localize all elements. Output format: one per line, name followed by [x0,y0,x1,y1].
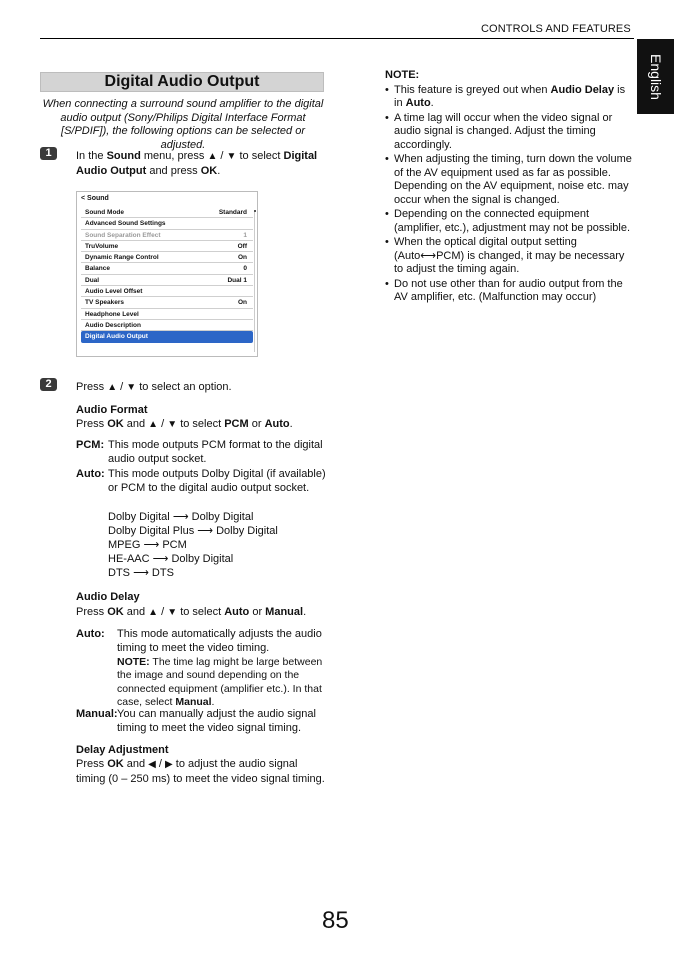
left-arrow-icon: ◀ [148,759,156,770]
conversion-from: HE-AAC [108,553,150,565]
text: The time lag might be large between the image and sound depending on the connected equipment (amplifier etc.). In that case, select [117,656,323,708]
conversion-to: Dolby Digital [171,553,234,565]
conversion-to: PCM [162,539,187,551]
conversion-line [108,538,326,552]
text-bold: Sound [106,150,141,162]
text-bold: OK [107,758,124,770]
text-bold: PCM [224,418,249,430]
menu-row-label: Audio Description [85,321,141,329]
text: . [217,165,221,177]
page-number: 85 [322,907,349,934]
page-title: Digital Audio Output [40,72,324,92]
text: In the [76,150,107,162]
section-header: CONTROLS AND FEATURES [481,23,631,35]
menu-row [81,309,253,320]
menu-row-label: Advanced Sound Settings [85,220,166,228]
pcm-description: This mode outputs PCM format to the digital audio output socket. [108,439,323,465]
text: and press [146,165,201,177]
delay-adjustment-heading: Delay Adjustment [76,744,169,756]
manual-delay-definition [76,707,326,737]
auto-delay-description: This mode automatically adjusts the audio timing to meet the video timing. [117,628,322,654]
text: and [123,758,149,770]
intro-text: When connecting a surround sound amplifier to the digital audio output (Sony/Philips Digital Interface Format [S/PDIF]), the following options can be selected or adjusted. [42,98,324,151]
text-bold: Auto [224,606,250,618]
auto-label: Auto: [76,468,105,480]
text: and [123,418,149,430]
down-arrow-icon: ▼ [167,607,178,618]
text: / [158,418,168,430]
menu-row-value: Dual 1 [227,276,247,284]
step-1-badge: 1 [40,147,57,160]
manual-description: You can manually adjust the audio signal timing to meet the video signal timing. [117,708,316,734]
text: or [249,606,266,618]
conversion-to: Dolby Digital [191,511,254,523]
conversion-line [108,552,326,566]
note-item [385,84,635,111]
conversion-from: Dolby Digital [108,511,170,523]
step-1-text [76,149,326,178]
text: / [155,758,166,770]
pcm-label: PCM: [76,439,105,451]
sound-menu-screenshot [76,191,258,357]
menu-row-value: Off [237,242,247,250]
text: to select [177,418,225,430]
step-2-text [76,380,232,395]
text-bold: Auto [405,97,431,109]
auto-description: This mode outputs Dolby Digital (if available) or PCM to the digital audio output socket. [108,468,326,494]
menu-row-value: On [237,254,247,262]
arrow-right-icon: ⟶ [197,525,214,537]
menu-row [81,275,253,286]
arrow-right-icon: ⟶ [143,539,160,551]
menu-row-value: On [237,299,247,307]
menu-row-value: Standard [218,209,247,216]
menu-row-label: Sound Mode [85,209,124,216]
auto-format-definition [76,467,326,587]
text: When the optical digital output setting (Auto [394,236,577,262]
audio-format-instruction [76,417,293,432]
note-item: • When adjusting the timing, turn down the volume of the AV equipment used as far as possible. Depending on the AV equipment, noise etc. may occur when the signal is changed. [385,153,635,207]
menu-row [81,207,253,218]
manual-label: Manual: [76,708,118,720]
menu-scrollbar [254,212,255,352]
audio-delay-instruction [76,605,306,620]
step-2-badge: 2 [40,378,57,391]
arrow-right-icon: ⟶ [152,553,169,565]
note-item [385,236,635,277]
conversion-line [108,566,326,580]
delay-adjustment-text [76,757,328,786]
note-item: • Do not use other than for audio output from the AV amplifier, etc. (Malfunction may occur) [385,278,635,305]
auto-delay-note [117,656,326,709]
menu-row [81,263,253,274]
conversion-list [108,510,326,580]
text: to select [177,606,225,618]
menu-row [81,252,253,263]
arrow-right-icon: ⟶ [172,511,189,523]
text: . [303,606,307,618]
menu-row-label: TV Speakers [85,299,125,307]
auto-delay-label: Auto: [76,628,105,640]
text: / [158,606,168,618]
conversion-line [108,524,326,538]
double-arrow-icon: ⟷ [420,249,437,262]
right-arrow-icon: ▶ [165,759,173,770]
text: Press [76,381,108,393]
auto-delay-definition [76,627,326,707]
menu-row [81,297,253,308]
menu-row [81,320,253,331]
menu-row-label: TruVolume [85,242,119,250]
conversion-from: MPEG [108,539,141,551]
text: . [289,418,293,430]
text-bold: Auto [264,418,290,430]
menu-title: < Sound [81,195,109,202]
note-item: • A time lag will occur when the video signal or audio signal is changed. Adjust the timing accordingly. [385,112,635,153]
conversion-to: Dolby Digital [216,525,278,537]
menu-scroll-indicator [254,210,256,212]
note-label: NOTE: [117,656,150,668]
header-rule [40,38,634,39]
text: Press [76,758,108,770]
text-bold: OK [200,165,218,177]
note-item: • Depending on the connected equipment (amplifier, etc.), adjustment may not be possible. [385,208,635,235]
menu-row-label: Audio Level Offset [85,288,143,296]
text: . [211,695,215,708]
menu-row [81,331,253,342]
text: and [123,606,149,618]
menu-row-label: Digital Audio Output [85,333,148,341]
menu-row [81,230,253,241]
down-arrow-icon: ▼ [167,419,178,430]
menu-row-label: Balance [85,265,110,273]
text-bold: OK [107,418,124,430]
text: to adjust the audio signal timing (0 – 250 ms) to meet the video signal timing. [76,758,325,785]
text: Press [76,606,108,618]
text-bold: Digital Audio Output [76,150,318,177]
conversion-to: DTS [151,567,174,579]
audio-delay-heading: Audio Delay [76,591,140,603]
menu-row [81,241,253,252]
text-bold: Manual [265,606,304,618]
text: menu, press [140,150,208,162]
text: or [248,418,265,430]
menu-row-label: Dual [85,276,100,284]
menu-row-label: Sound Separation Effect [85,231,161,239]
up-arrow-icon: ▲ [148,607,159,618]
text: / [217,150,227,162]
pcm-definition [76,438,326,468]
language-tab-label: English [647,53,664,100]
up-arrow-icon: ▲ [207,151,218,162]
arrow-right-icon: ⟶ [133,567,149,579]
down-arrow-icon: ▼ [126,382,137,393]
text: This feature is greyed out when [394,83,551,96]
text-bold: OK [107,606,124,618]
text: Press [76,418,108,430]
text: / [117,381,127,393]
menu-row-value: 1 [243,231,247,239]
menu-row-label: Dynamic Range Control [85,254,159,262]
up-arrow-icon: ▲ [107,382,118,393]
notes-title: NOTE: [385,69,420,81]
menu-row [81,286,253,297]
notes-section [385,69,635,305]
text: to select [236,150,284,162]
audio-format-heading: Audio Format [76,404,148,416]
menu-row [81,218,253,229]
text: . [430,97,434,109]
text: is in [394,83,626,109]
conversion-from: Dolby Digital Plus [108,525,195,537]
menu-row-label: Headphone Level [85,310,139,318]
menu-list [81,207,253,343]
conversion-line [108,510,326,524]
down-arrow-icon: ▼ [226,151,237,162]
text: to select an option. [136,381,232,393]
up-arrow-icon: ▲ [148,419,159,430]
text: PCM) is changed, it may be necessary to adjust the timing again. [394,249,625,275]
language-tab [637,39,674,114]
text-bold: Audio Delay [550,83,615,96]
text-bold: Manual [175,695,212,708]
menu-row-value: 0 [243,265,247,273]
conversion-from: DTS [108,567,130,579]
